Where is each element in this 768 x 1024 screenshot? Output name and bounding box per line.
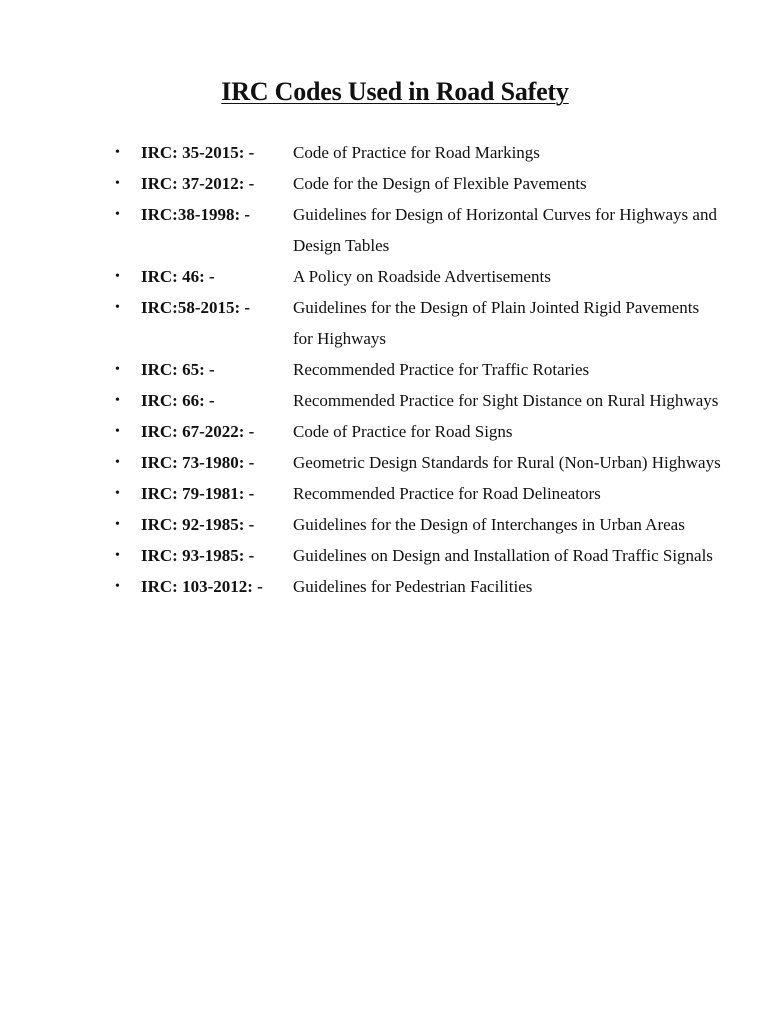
irc-code: IRC: 37-2012: - xyxy=(141,174,255,193)
irc-code: IRC: 93-1985: - xyxy=(141,546,255,565)
list-item xyxy=(0,261,723,292)
bullet-icon: • xyxy=(115,300,120,315)
list-item xyxy=(0,354,723,385)
irc-code: IRC: 92-1985: - xyxy=(141,515,255,534)
list-item xyxy=(0,447,723,478)
code-description: Recommended Practice for Traffic Rotaries xyxy=(293,360,590,379)
code-description: Recommended Practice for Road Delineators xyxy=(293,484,601,503)
irc-code: IRC: 65: - xyxy=(141,360,215,379)
code-description: Code of Practice for Road Signs xyxy=(293,422,513,441)
bullet-icon: • xyxy=(115,548,120,563)
irc-code-list xyxy=(0,137,723,602)
bullet-icon: • xyxy=(115,145,120,160)
list-item xyxy=(0,137,723,168)
list-item xyxy=(0,571,723,602)
irc-code: IRC: 46: - xyxy=(141,267,215,286)
bullet-icon: • xyxy=(115,424,120,439)
code-description: Recommended Practice for Sight Distance on Rural Highways xyxy=(293,391,719,410)
list-item xyxy=(0,385,723,416)
document-title: IRC Codes Used in Road Safety xyxy=(221,77,569,106)
code-description: Code for the Design of Flexible Pavements xyxy=(293,174,587,193)
irc-code: IRC:38-1998: - xyxy=(141,205,251,224)
code-description: Geometric Design Standards for Rural (Non-Urban) Highways xyxy=(293,453,721,472)
irc-code: IRC: 73-1980: - xyxy=(141,453,255,472)
list-item xyxy=(0,416,723,447)
code-description: Guidelines for Pedestrian Facilities xyxy=(293,577,533,596)
bullet-icon: • xyxy=(115,362,120,377)
code-description: Guidelines for the Design of Interchanges in Urban Areas xyxy=(293,515,685,534)
irc-code: IRC: 67-2022: - xyxy=(141,422,255,441)
code-description: Guidelines for the Design of Plain Jointed Rigid Pavements for Highways xyxy=(293,298,700,348)
code-description: Guidelines on Design and Installation of Road Traffic Signals xyxy=(293,546,713,565)
bullet-icon: • xyxy=(115,176,120,191)
list-item xyxy=(0,540,723,571)
bullet-icon: • xyxy=(115,486,120,501)
irc-code: IRC:58-2015: - xyxy=(141,298,251,317)
bullet-icon: • xyxy=(115,579,120,594)
list-item xyxy=(0,199,723,261)
list-item xyxy=(0,478,723,509)
list-item xyxy=(0,509,723,540)
list-item xyxy=(0,168,723,199)
bullet-icon: • xyxy=(115,207,120,222)
code-description: A Policy on Roadside Advertisements xyxy=(293,267,551,286)
irc-code: IRC: 103-2012: - xyxy=(141,577,263,596)
bullet-icon: • xyxy=(115,393,120,408)
irc-code: IRC: 79-1981: - xyxy=(141,484,255,503)
bullet-icon: • xyxy=(115,517,120,532)
code-description: Guidelines for Design of Horizontal Curves for Highways and Design Tables xyxy=(293,205,717,255)
bullet-icon: • xyxy=(115,455,120,470)
irc-code: IRC: 66: - xyxy=(141,391,215,410)
irc-code: IRC: 35-2015: - xyxy=(141,143,255,162)
code-description: Code of Practice for Road Markings xyxy=(293,143,540,162)
list-item xyxy=(0,292,723,354)
bullet-icon: • xyxy=(115,269,120,284)
